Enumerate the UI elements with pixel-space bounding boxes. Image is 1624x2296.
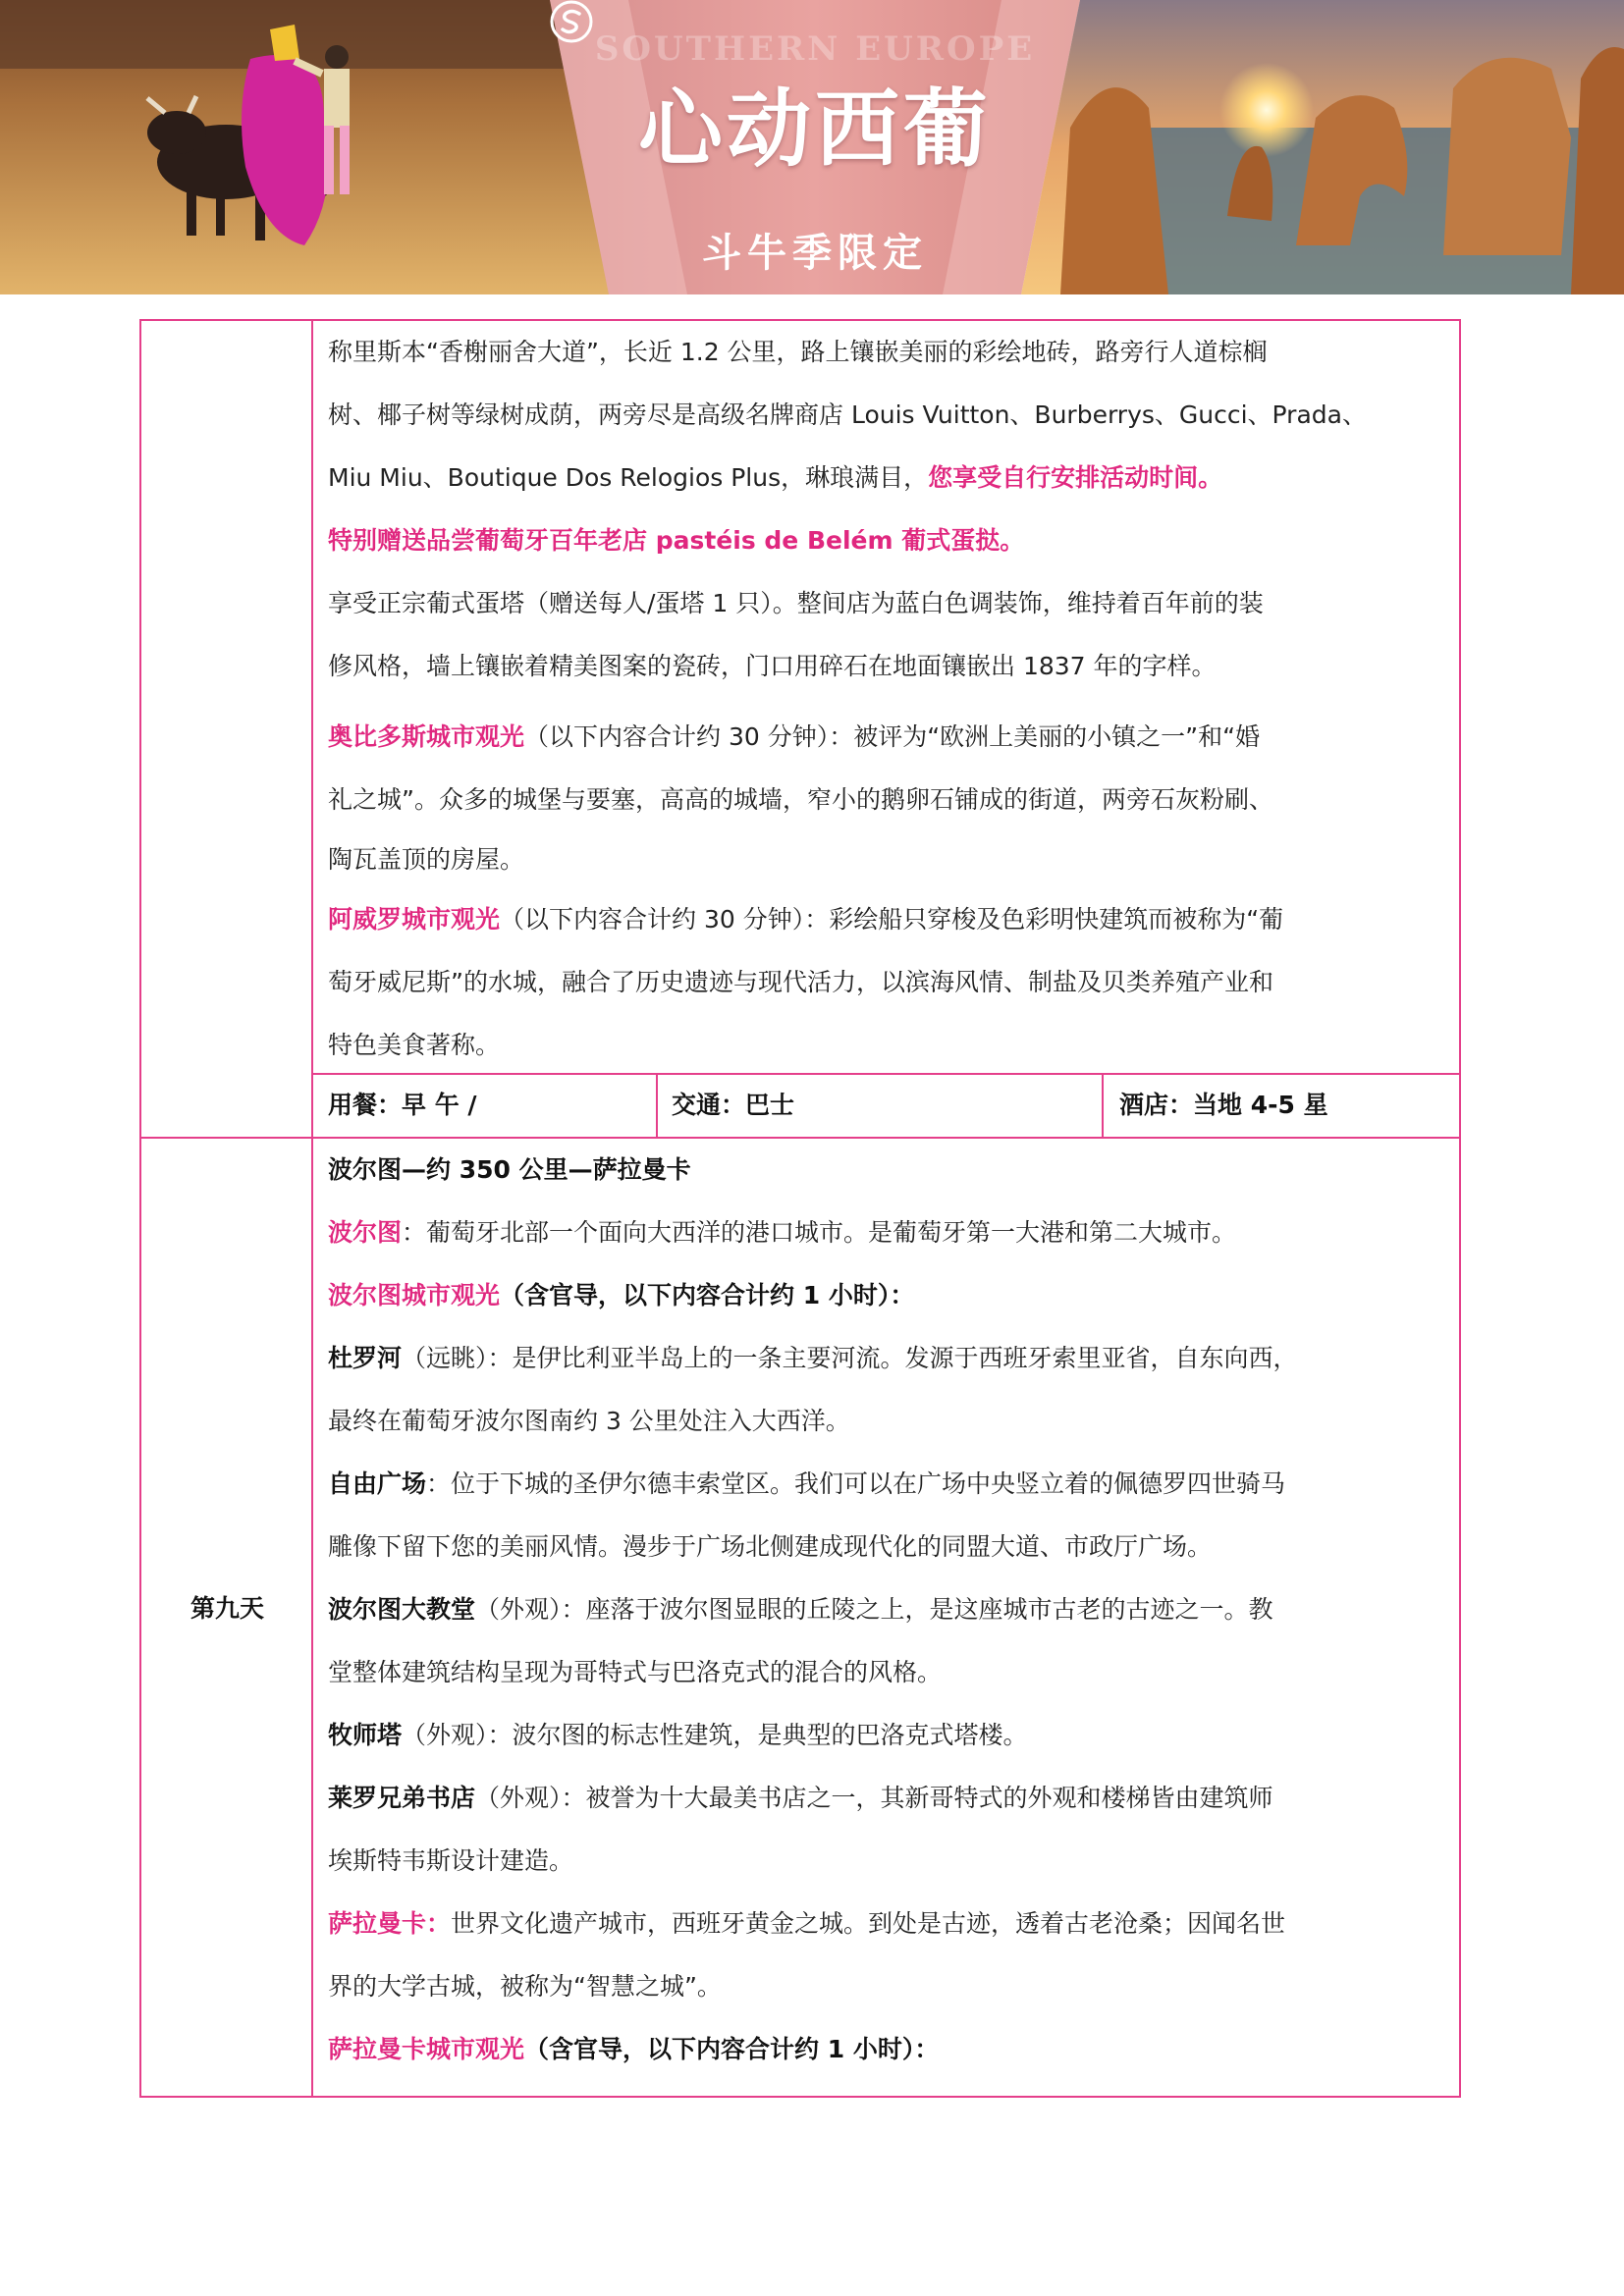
- gift-highlight: 特别赠送品尝葡萄牙百年老店 pastéis de Belém 葡式蛋挞。: [328, 526, 1025, 555]
- description-text: （以下内容合计约 30 分钟）：被评为“欧洲上美丽的小镇之一”和“婚: [524, 722, 1261, 751]
- description-line: [328, 1893, 1447, 1955]
- banner-text-block: [550, 0, 1080, 294]
- salamanca-tour-title: 萨拉曼卡城市观光: [328, 2035, 525, 2063]
- description-line: 萄牙威尼斯”的水城，融合了历史遗迹与现代活力，以滨海风情、制盐及贝类养殖产业和: [328, 968, 1273, 996]
- description-line: 称里斯本“香榭丽舍大道”，长近 1.2 公里，路上镶嵌美丽的彩绘地砖，路旁行人道棕榈: [328, 338, 1268, 366]
- description-text: （远眺）：是伊比利亚半岛上的一条主要河流。发源于西班牙索里亚省，自东向西，: [402, 1344, 1298, 1372]
- description-text: （外观）：被誉为十大最美书店之一，其新哥特式的外观和楼梯皆由建筑师: [475, 1784, 1273, 1812]
- liberty-square-label: 自由广场: [328, 1469, 427, 1498]
- hotel-info: 酒店：当地 4-5 星: [1119, 1091, 1328, 1119]
- porto-tour-title: 波尔图城市观光: [328, 1281, 501, 1309]
- description-line: 特色美食著称。: [328, 1031, 501, 1059]
- tour-note: （含官导，以下内容合计约 1 小时）：: [500, 1281, 915, 1309]
- day-route: 波尔图—约 350 公里—萨拉曼卡: [328, 1155, 691, 1184]
- description-line: 陶瓦盖顶的房屋。: [328, 845, 525, 874]
- description-line: 享受正宗葡式蛋塔（赠送每人/蛋塔 1 只）。整间店为蓝白色调装饰，维持着百年前的装: [328, 589, 1264, 617]
- banner-subtitle: 斗牛季限定: [702, 231, 928, 276]
- douro-label: 杜罗河: [328, 1344, 403, 1372]
- sun: [1219, 63, 1314, 157]
- description-text: 世界文化遗产城市，西班牙黄金之城。到处是古迹，透着古老沧桑；因闻名世: [451, 1909, 1286, 1938]
- day8-summary-row: [141, 1074, 1461, 1137]
- day8-continued-content: [328, 321, 1447, 1077]
- cathedral-label: 波尔图大教堂: [328, 1595, 476, 1624]
- description-line: [328, 1453, 1447, 1516]
- description-line: [328, 1767, 1447, 1830]
- description-text: （外观）：波尔图的标志性建筑，是典型的巴洛克式塔楼。: [402, 1721, 1028, 1749]
- lello-bookstore-label: 莱罗兄弟书店: [328, 1784, 476, 1812]
- description-line: 堂整体建筑结构呈现为哥特式与巴洛克式的混合的风格。: [328, 1658, 943, 1686]
- transport-info: 交通：巴士: [672, 1091, 795, 1119]
- description-line: 埃斯特韦斯设计建造。: [328, 1846, 574, 1875]
- clerigos-tower-label: 牧师塔: [328, 1721, 403, 1749]
- description-line: 修风格，墙上镶嵌着精美图案的瓷砖，门口用碎石在地面镶嵌出 1837 年的字样。: [328, 652, 1217, 680]
- salamanca-label: 萨拉曼卡：: [328, 1909, 452, 1938]
- description-line: 礼之城”。众多的城堡与要塞，高高的城墙，窄小的鹅卵石铺成的街道，两旁石灰粉刷、: [328, 785, 1273, 814]
- banner-english-subtitle: SOUTHERN EUROPE: [594, 29, 1036, 69]
- description-line: [328, 1327, 1447, 1390]
- description-text: （外观）：座落于波尔图显眼的丘陵之上，是这座城市古老的古迹之一。教: [475, 1595, 1273, 1624]
- description-line: [328, 1201, 1447, 1264]
- porto-label: 波尔图: [328, 1218, 403, 1247]
- tour-note: （含官导，以下内容合计约 1 小时）：: [524, 2035, 940, 2063]
- meal-info: 用餐：早 午 /: [328, 1091, 477, 1119]
- description-line: [328, 706, 1447, 769]
- header-banner: [0, 0, 1624, 294]
- free-time-highlight: 您享受自行安排活动时间。: [928, 463, 1223, 492]
- description-line: 雕像下留下您的美丽风情。漫步于广场北侧建成现代化的同盟大道、市政厅广场。: [328, 1532, 1213, 1561]
- day-column-divider: [311, 321, 313, 2098]
- itinerary-table: [139, 319, 1461, 2098]
- description-text: ：位于下城的圣伊尔德丰索堂区。我们可以在广场中央竖立着的佩德罗四世骑马: [426, 1469, 1286, 1498]
- description-text: （以下内容合计约 30 分钟）：彩绘船只穿梭及色彩明快建筑而被称为“葡: [500, 905, 1284, 934]
- description-text: ：葡萄牙北部一个面向大西洋的港口城市。是葡萄牙第一大港和第二大城市。: [402, 1218, 1237, 1247]
- description-line: [328, 1704, 1447, 1767]
- banner-title: 心动西葡: [638, 80, 992, 179]
- obidos-title: 奥比多斯城市观光: [328, 722, 525, 751]
- day-label: 第九天: [189, 1594, 264, 1623]
- description-line: [328, 447, 1447, 509]
- description-line: [328, 888, 1447, 951]
- description-line: 最终在葡萄牙波尔图南约 3 公里处注入大西洋。: [328, 1407, 850, 1435]
- description-text: Miu Miu、Boutique Dos Relogios Plus，琳琅满目，: [328, 463, 929, 492]
- description-line: [328, 1578, 1447, 1641]
- day9-content: [328, 1139, 1447, 2081]
- description-line: [328, 2018, 1447, 2081]
- description-line: [328, 1264, 1447, 1327]
- description-line: 树、椰子树等绿树成荫，两旁尽是高级名牌商店 Louis Vuitton、Burberrys、Gucci、Prada、: [328, 400, 1367, 429]
- s-swirl-logo-icon: [550, 0, 593, 43]
- aveiro-title: 阿威罗城市观光: [328, 905, 501, 934]
- description-line: 界的大学古城，被称为“智慧之城”。: [328, 1972, 722, 2001]
